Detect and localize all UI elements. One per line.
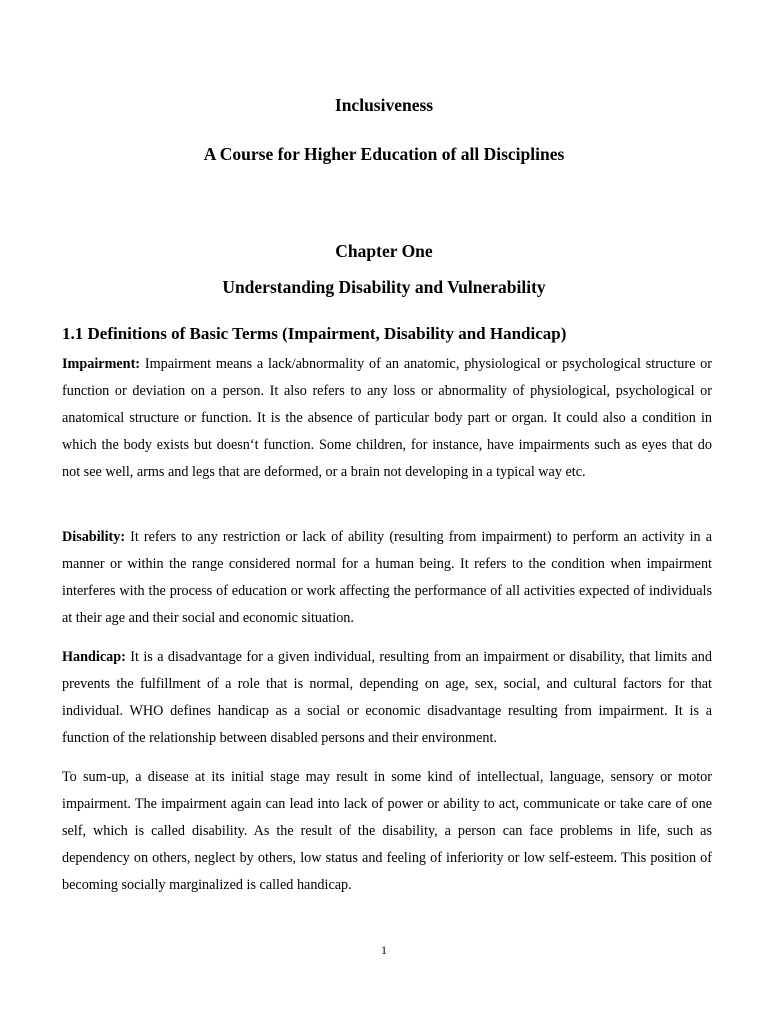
paragraph-handicap <box>62 644 712 752</box>
page-number: 1 <box>381 943 387 957</box>
paragraph-impairment <box>62 351 712 486</box>
summary-text: To sum-up, a disease at its initial stage may result in some kind of intellectual, language, sensory or motor impairment. The impairment again can lead into lack of power or ability to act, communicate or take care of one self, which is called disability. As the result of the disability, a person can face problems in life, such as dependency on others, neglect by others, low status and feeling of inferiority or low self-esteem. This position of becoming socially marginalized is called handicap. <box>62 769 712 893</box>
term-disability: Disability: <box>62 529 126 545</box>
document-title: Inclusiveness <box>334 95 434 115</box>
section-heading: 1.1 Definitions of Basic Terms (Impairment, Disability and Handicap) <box>62 324 567 343</box>
term-handicap: Handicap: <box>62 649 126 665</box>
document-subtitle: A Course for Higher Education of all Disciplines <box>203 144 565 164</box>
term-impairment: Impairment: <box>62 356 141 372</box>
definition-impairment: Impairment means a lack/abnormality of an anatomic, physiological or psychological structure or function or deviation on a person. It also refers to any loss or abnormality of physiological, psychological or anatomical structure or function. It is the absence of particular body part or organ. It could also a condition in which the body exists but doesn‘t function. Some children, for instance, have impairments such as eyes that do not see well, arms and legs that are deformed, or a brain not developing in a typical way etc. <box>62 356 712 480</box>
paragraph-summary <box>62 764 712 899</box>
chapter-title: Understanding Disability and Vulnerability <box>222 277 546 297</box>
definition-handicap: It is a disadvantage for a given individual, resulting from an impairment or disability, that limits and prevents the fulfillment of a role that is normal, depending on age, sex, social, and cultural factors for that individual. WHO defines handicap as a social or economic disadvantage resulting from impairment. It is a function of the relationship between disabled persons and their environment. <box>62 649 712 746</box>
chapter-label: Chapter One <box>335 241 433 261</box>
paragraph-disability <box>62 524 712 632</box>
definition-disability: It refers to any restriction or lack of ability (resulting from impairment) to perform an activity in a manner or within the range considered normal for a human being. It refers to the condition when impairment interferes with the process of education or work affecting the performance of all activities expected of individuals at their age and their social and economic situation. <box>62 529 712 626</box>
